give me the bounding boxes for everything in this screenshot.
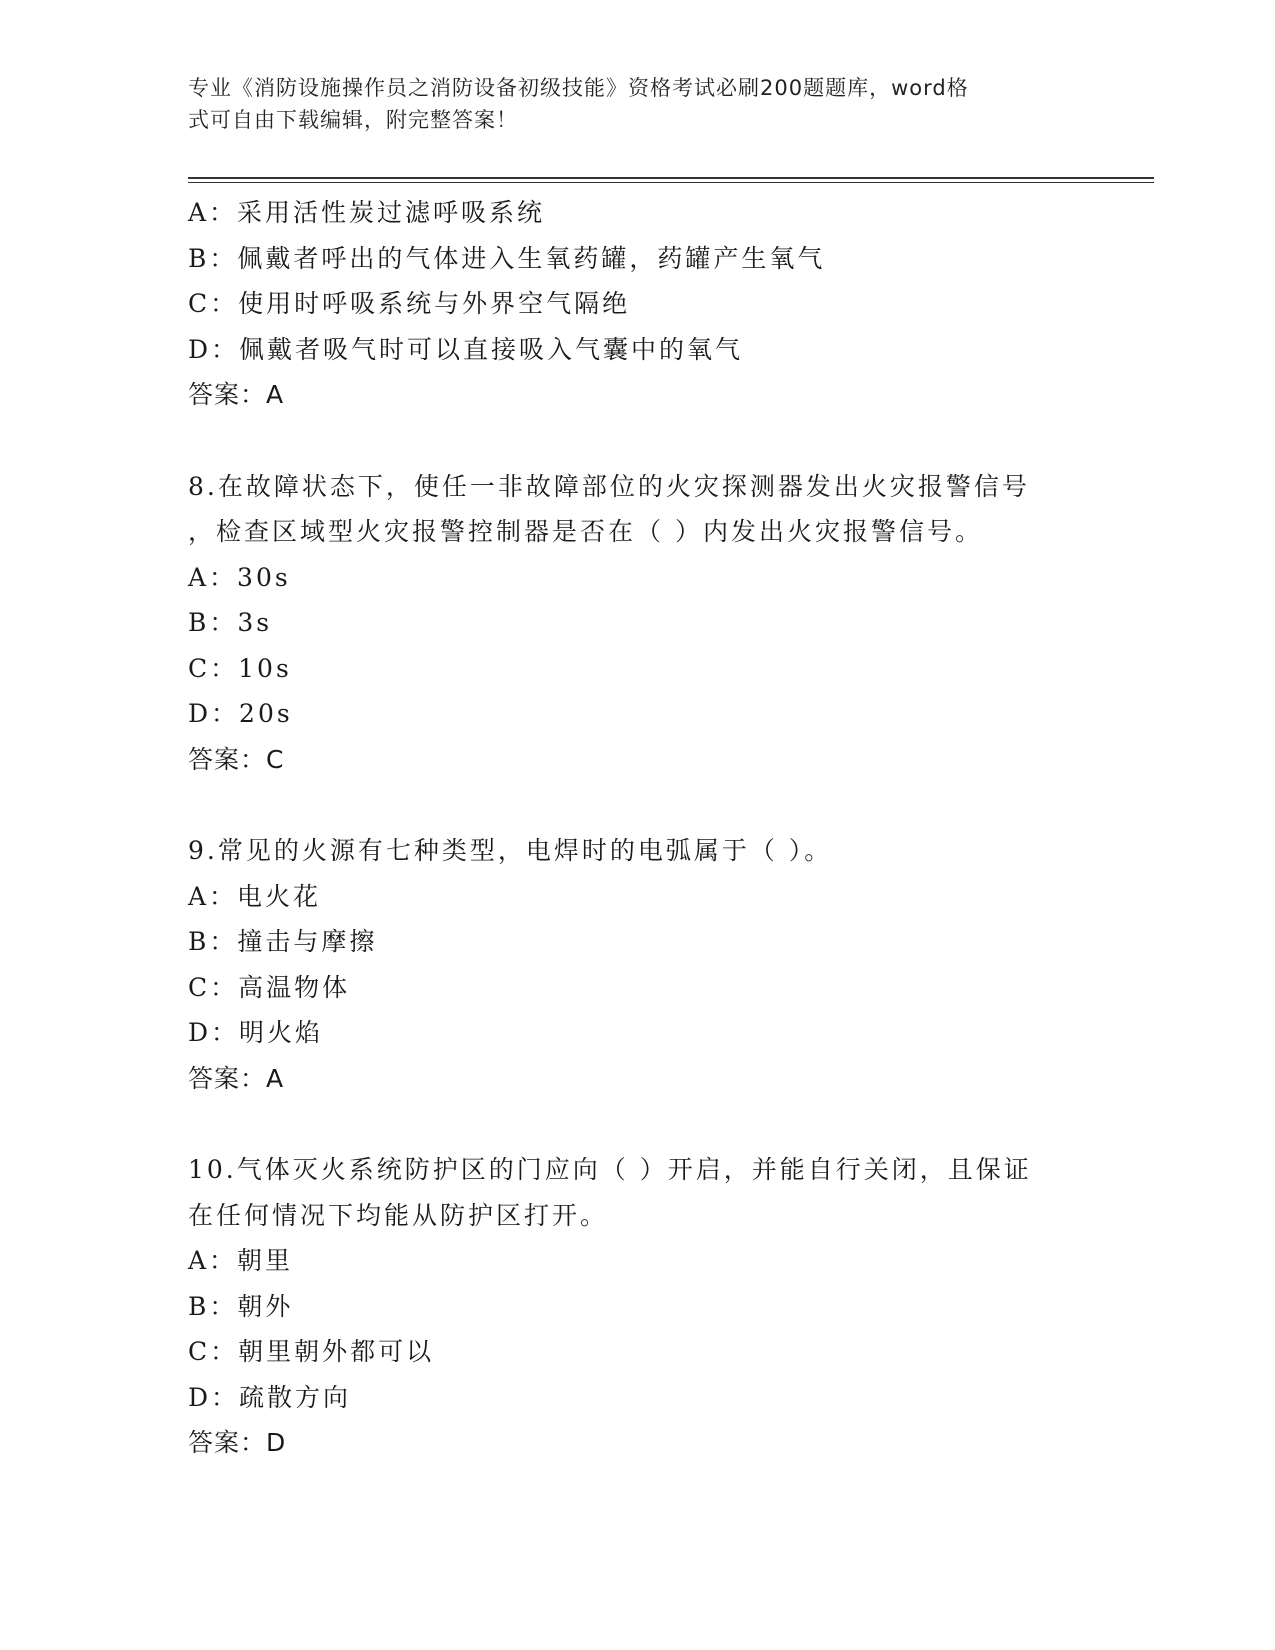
question-10	[188, 1147, 1128, 1466]
question-9	[188, 828, 1128, 1101]
header-divider-thick	[188, 177, 1154, 179]
option-a: A：电火花	[188, 881, 322, 911]
answer-line: 答案：C	[188, 744, 285, 774]
question-text-line-1: 8.在故障状态下，使任一非故障部位的火灾探测器发出火灾报警信号	[188, 471, 1030, 501]
spacer	[188, 1101, 1128, 1147]
question-text-line-2: 在任何情况下均能从防护区打开。	[188, 1200, 609, 1230]
option-d: D：疏散方向	[188, 1382, 352, 1412]
header-title-line-1: 专业《消防设施操作员之消防设备初级技能》资格考试必刷200题题库，word格	[188, 76, 969, 100]
header-title-line-2: 式可自由下载编辑，附完整答案！	[188, 108, 518, 132]
question-text-line-2: ，检查区域型火灾报警控制器是否在（ ）内发出火灾报警信号。	[188, 517, 983, 546]
spacer	[188, 782, 1128, 828]
option-a: A：朝里	[188, 1246, 294, 1275]
option-c: C：朝里朝外都可以	[188, 1337, 435, 1366]
option-d: D：20s	[188, 699, 293, 728]
option-d: D：佩戴者吸气时可以直接吸入气囊中的氧气	[188, 334, 744, 364]
option-b: B：撞击与摩擦	[188, 927, 378, 956]
answer-line: 答案：D	[188, 1428, 287, 1457]
spacer	[188, 418, 1128, 464]
option-c: C：10s	[188, 653, 292, 683]
question-8	[188, 464, 1128, 783]
question-7-continued	[188, 190, 1128, 418]
answer-line: 答案：A	[188, 1063, 285, 1093]
header-divider-thin	[188, 182, 1154, 183]
question-text-line-1: 10.气体灭火系统防护区的门应向（ ）开启，并能自行关闭，且保证	[188, 1155, 1032, 1184]
option-c: C：使用时呼吸系统与外界空气隔绝	[188, 289, 631, 318]
question-text-line-1: 9.常见的火源有七种类型，电焊时的电弧属于（ ）。	[188, 836, 833, 865]
option-b: B：3s	[188, 608, 273, 637]
option-d: D：明火焰	[188, 1018, 324, 1047]
option-c: C：高温物体	[188, 972, 351, 1002]
document-header	[188, 72, 1068, 136]
option-a: A：30s	[188, 562, 291, 592]
answer-line: 答案：A	[188, 380, 285, 409]
option-a: A：采用活性炭过滤呼吸系统	[188, 198, 546, 227]
question-list	[188, 190, 1128, 1466]
option-b: B：佩戴者呼出的气体进入生氧药罐，药罐产生氧气	[188, 243, 826, 273]
option-b: B：朝外	[188, 1291, 294, 1321]
